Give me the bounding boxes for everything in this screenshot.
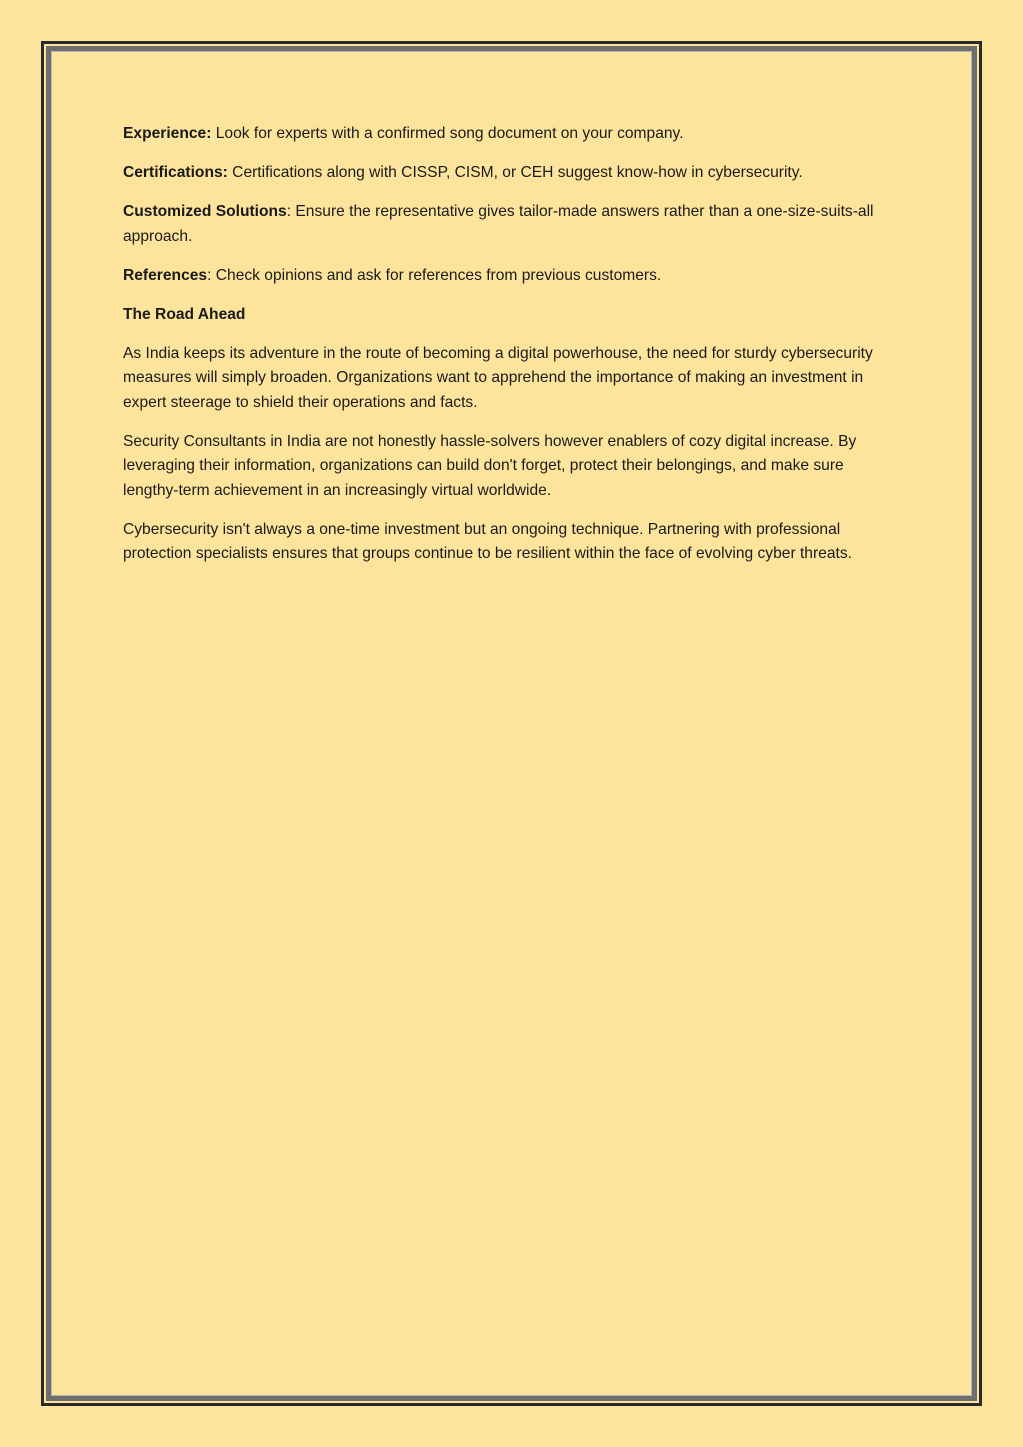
item-label: Customized Solutions	[123, 203, 287, 220]
item-experience	[123, 122, 883, 147]
paragraph: As India keeps its adventure in the route of becoming a digital powerhouse, the need for sturdy cybersecurity measures will simply broaden. Organizations want to apprehend the importance of making an investment in expert steerage to shield their operations and facts.	[123, 344, 873, 411]
item-text: : Ensure the representative gives tailor-made answers rather than a one-size-suits-all approach.	[123, 203, 874, 245]
section-heading	[123, 303, 883, 328]
item-text: Look for experts with a confirmed song document on your company.	[211, 125, 684, 142]
item-text: Certifications along with CISSP, CISM, or CEH suggest know-how in cybersecurity.	[227, 164, 803, 181]
item-references	[123, 264, 883, 289]
item-certifications	[123, 161, 883, 186]
document-body	[123, 122, 883, 581]
paragraph: Cybersecurity isn't always a one-time investment but an ongoing technique. Partnering with professional protection specialists ensures that groups continue to be resilient within the face of evolving cyber threats.	[123, 520, 852, 562]
item-label: Certifications:	[123, 164, 228, 181]
item-customized-solutions	[123, 200, 883, 249]
paragraph: Security Consultants in India are not honestly hassle-solvers however enablers of cozy digital increase. By leveraging their information, organizations can build don't forget, protect their belongings, and make sure lengthy-term achievement in an increasingly virtual worldwide.	[123, 432, 857, 499]
item-label: References	[123, 266, 208, 284]
item-text: : Check opinions and ask for references from previous customers.	[207, 266, 662, 284]
section-heading-text: The Road Ahead	[123, 305, 246, 323]
item-label: Experience:	[123, 125, 212, 142]
